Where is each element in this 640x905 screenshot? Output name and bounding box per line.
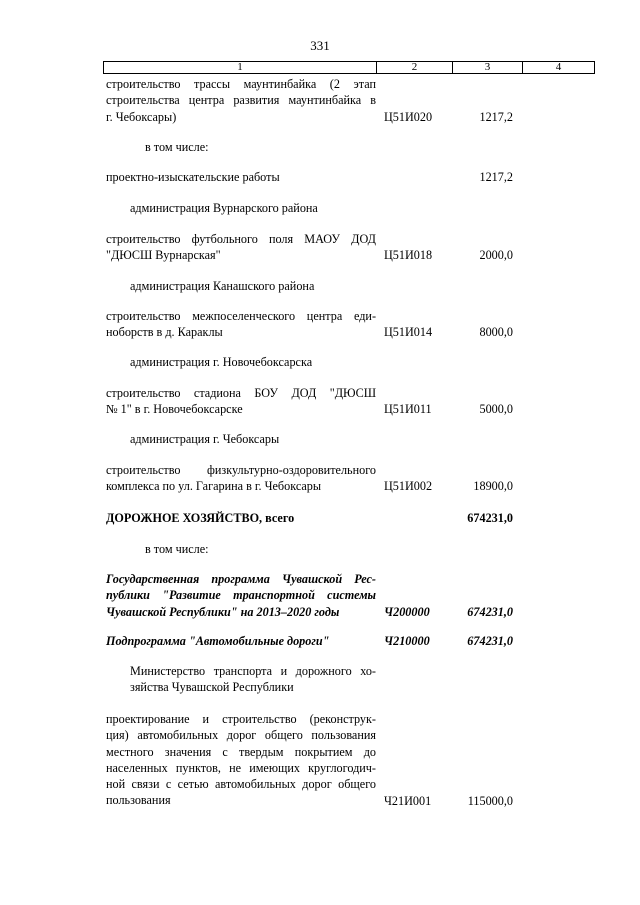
row-description: проектно-изыскательские работы bbox=[106, 170, 280, 184]
row-code: Ц51И020 bbox=[384, 110, 433, 124]
row-description: строительство межпоселенческого центра еди- ноборств в д. Караклы bbox=[106, 309, 376, 340]
column-header-2: 2 bbox=[377, 62, 453, 73]
column-header-3: 3 bbox=[453, 62, 523, 73]
row-amount: 1217,2 bbox=[479, 170, 513, 184]
row-amount: 5000,0 bbox=[479, 402, 513, 416]
column-header-4: 4 bbox=[555, 61, 562, 73]
row-amount: 8000,0 bbox=[479, 325, 513, 339]
row-code: Ц51И014 bbox=[384, 325, 433, 339]
row-amount: 115000,0 bbox=[467, 794, 513, 808]
row-description: строительство физкультурно-оздоровительного комплекса по ул. Гагарина в г. Чебоксары bbox=[106, 463, 376, 494]
row-amount: 674231,0 bbox=[467, 634, 513, 648]
row-amount: 1217,2 bbox=[479, 110, 513, 124]
row-code: Ч200000 bbox=[384, 605, 430, 619]
column-header-1: 1 bbox=[104, 62, 377, 73]
row-description: строительство стадиона БОУ ДОД "ДЮСШ № 1" в г. Новочебоксарске bbox=[106, 386, 376, 417]
section-total-title: ДОРОЖНОЕ ХОЗЯЙСТВО, всего bbox=[106, 511, 295, 525]
row-code: Ц51И011 bbox=[384, 402, 432, 416]
subprogram-title: Подпрограмма "Автомобильные дороги" bbox=[106, 634, 330, 648]
program-title: Государственная программа Чувашской Рес- публики "Развитие транспортной системы Чувашской Республики" на 2013–2020 годы bbox=[106, 572, 376, 619]
row-description: администрация Канашского района bbox=[130, 279, 315, 293]
row-code: Ц51И002 bbox=[384, 479, 433, 493]
row-description: проектирование и строительство (реконструк- ция) автомобильных дорог общего пользования местного значения с твердым покрытием до населенных пунктов, не имеющих круглогодич- ной связи с сетью автомобильных дорог общего пользования bbox=[106, 712, 376, 808]
row-description: Министерство транспорта и дорожного хо- зяйства Чувашской Республики bbox=[130, 664, 376, 695]
row-amount: 18900,0 bbox=[473, 479, 513, 493]
row-amount: 674231,0 bbox=[467, 605, 513, 619]
row-description: администрация г. Новочебоксарска bbox=[130, 355, 313, 369]
table-column-header bbox=[103, 61, 595, 74]
row-amount: 2000,0 bbox=[479, 248, 513, 262]
row-description: в том числе: bbox=[145, 140, 209, 154]
row-description: строительство футбольного поля МАОУ ДОД "ДЮСШ Вурнарская" bbox=[106, 232, 376, 263]
row-description: строительство трассы маунтинбайка (2 этап строительства центра развития маунтинбайка в г. Чебоксары) bbox=[106, 77, 376, 124]
row-code: Ч21И001 bbox=[384, 794, 432, 808]
row-code: Ц51И018 bbox=[384, 248, 433, 262]
page-number: 331 bbox=[310, 38, 330, 53]
row-description: администрация г. Чебоксары bbox=[130, 432, 280, 446]
row-amount: 674231,0 bbox=[467, 511, 513, 525]
row-description: в том числе: bbox=[145, 542, 209, 556]
row-description: администрация Вурнарского района bbox=[130, 201, 318, 215]
row-code: Ч210000 bbox=[384, 634, 430, 648]
